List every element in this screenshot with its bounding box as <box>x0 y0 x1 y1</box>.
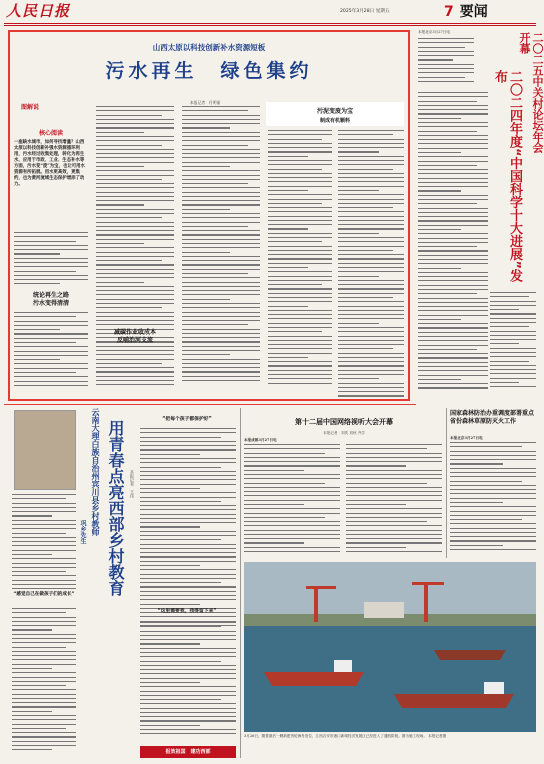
fire-body <box>450 442 536 558</box>
forum-vertical-headline: 二〇二五中关村论坛年会开幕 <box>518 32 544 153</box>
teacher-photo <box>14 410 76 490</box>
sub-head-3: 减碳作业收成本 <box>113 329 156 336</box>
page-number: 7 <box>444 4 454 20</box>
fire-headline: 国家森林防治办重调度部署重点省份森林草原防灭火工作 <box>450 410 535 425</box>
mid-pic-subtitle: 制成有机颗料 <box>319 118 350 124</box>
conference-byline: 本报记者 刘奕 刘秋 齐学 <box>323 431 365 435</box>
masthead-rule-thin <box>4 25 536 26</box>
conference-dateline: 本报成都3月27日电 <box>244 438 277 442</box>
sub-head-1: 统论再生之路 <box>32 292 69 299</box>
feature-col3-body <box>182 106 260 396</box>
teacher-col1-body <box>12 494 76 594</box>
harbor-photo <box>244 562 536 732</box>
page-title <box>444 4 488 20</box>
section-divider <box>4 404 416 405</box>
teacher-col2-body <box>140 428 236 633</box>
newspaper-logo: 人民日报 <box>6 2 71 20</box>
core-reading-text: 一座缺水城市，如何寻找增量？山西太原以科技创新补强水资源循环利用，污水经过收集处理，转化为再生水，应用于市政、工业、生态补水等方面，污水变“废”为宝，也让可用水资源有所拓展。用水更高效，更集约，也为黄河流域生态保护增添了动力。 <box>14 140 85 187</box>
right-top-dateline: 本报北京3月27日电 <box>418 30 451 34</box>
teacher-headline: 用青春点亮西部乡村教育 <box>106 420 125 596</box>
science-vertical-headline: 二〇二四年度“中国科学十大进展”发布 <box>492 70 522 283</box>
feature-byline: 本报记者 付明丽 <box>190 100 221 105</box>
conference-body-1 <box>244 444 340 560</box>
feature-col4-body <box>268 130 332 396</box>
feature-col5-body <box>338 130 404 396</box>
teacher-sub-3: “这里需要我，我得留下来” <box>157 609 217 614</box>
feature-kicker: 山西太原以科技创新补水资源短板 <box>152 43 266 52</box>
photo-caption <box>244 734 536 756</box>
right-top-body <box>418 38 474 88</box>
feature-col1-body <box>14 232 88 290</box>
feature-col2-body <box>96 106 174 396</box>
feature-col1-body-2 <box>14 312 88 394</box>
column-rule-2 <box>446 408 447 558</box>
right-col-body-2 <box>490 292 536 392</box>
sub-head-2: 污水变得清清 <box>32 300 69 307</box>
teacher-col2-body-2 <box>140 622 236 740</box>
fire-dateline: 本报北京3月27日电 <box>450 436 483 440</box>
teacher-kicker-vertical: 云南大理白族自治州宾川县乡村教师 <box>91 408 100 536</box>
teacher-col1-body-2 <box>12 608 76 756</box>
right-col-body <box>418 92 488 392</box>
conference-body-2 <box>346 444 442 560</box>
photo-credit: 本报记者摄 <box>428 734 447 738</box>
issue-date: 2025年3月28日 星期五 <box>340 9 390 14</box>
feature-headline: 污水再生 绿色集约 <box>105 60 313 82</box>
teacher-byline: 本报记者 王伟 <box>130 470 135 498</box>
masthead-rule <box>4 23 536 24</box>
section-tag: 图解说 <box>21 104 40 111</box>
column-rule <box>240 408 241 758</box>
teacher-sub-1: “感觉自己在做孩子们的成长” <box>13 592 75 597</box>
photo-caption-text: 3月26日，随着最后一艘新建货轮海舟泊位，江西吉安市港口新城经济发展区已经进入了通航阶段。图为施工现场。 <box>244 734 427 738</box>
sub-head-4: 反哺治河支流 <box>116 337 153 344</box>
teacher-subkicker: 巩乡先生 <box>79 520 86 544</box>
teacher-sub-2: “把每个孩子都保护好” <box>162 417 212 422</box>
conference-headline: 第十二届中国网络视听大会开幕 <box>295 418 393 426</box>
core-reading-head: 核心阅读 <box>38 130 63 137</box>
mid-pic-title: 污泥变废为宝 <box>316 108 353 115</box>
footer-slogan-strip: 报效祖国 建功西部 <box>140 746 236 758</box>
page-name: 要闻 <box>459 4 488 20</box>
